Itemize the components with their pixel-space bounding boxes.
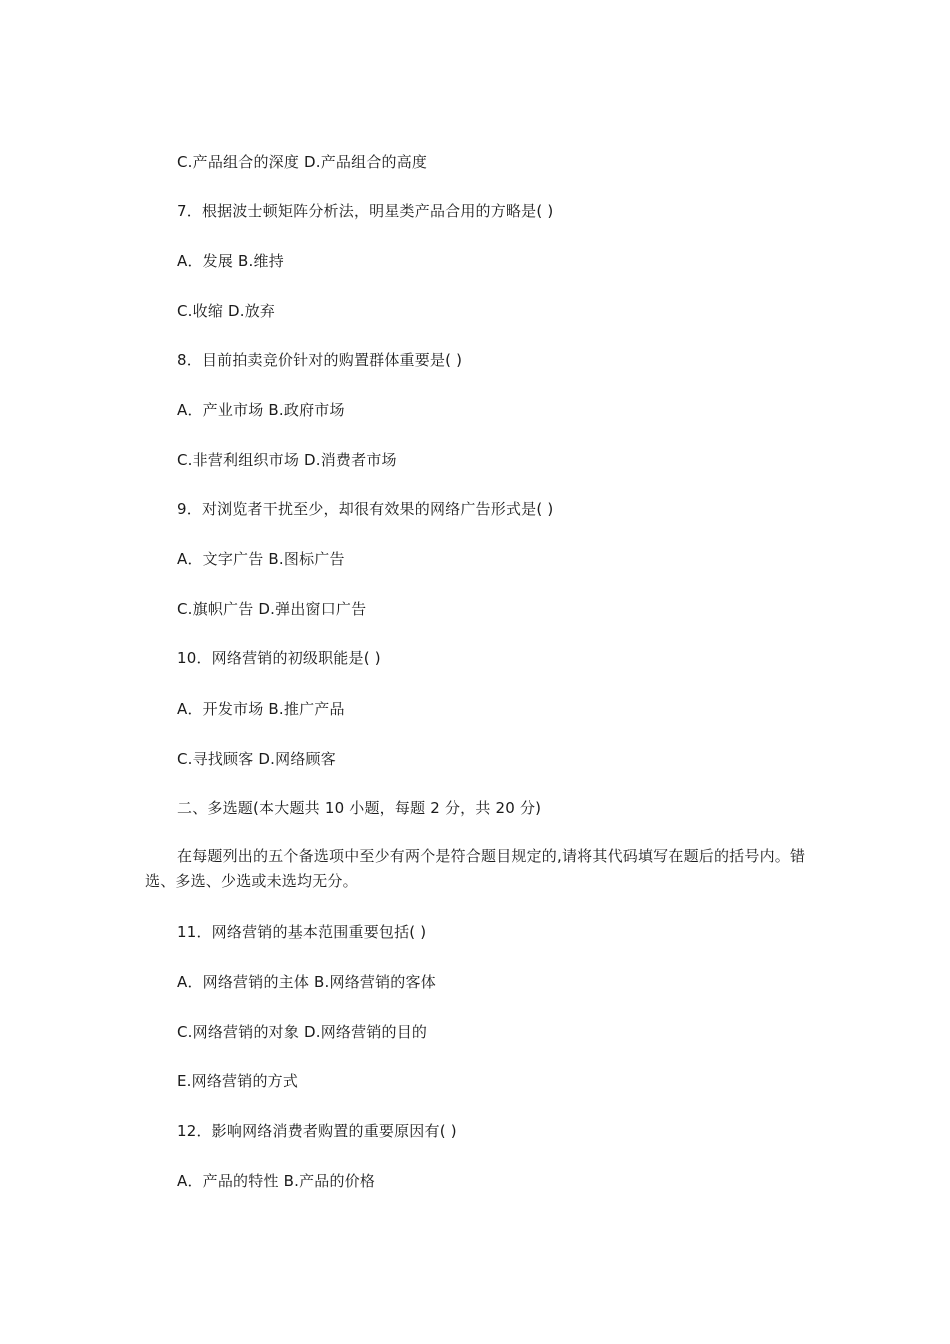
section-heading: 二、多选题(本大题共 10 小题，每题 2 分，共 20 分) (177, 799, 542, 817)
question-8: 8．目前拍卖竞价针对的购置群体重要是( ) (177, 351, 463, 369)
q6-options-cd: C.产品组合的深度 D.产品组合的高度 (177, 153, 428, 171)
question-7: 7．根据波士顿矩阵分析法，明星类产品合用的方略是( ) (177, 202, 554, 220)
q12-options-ab: A．产品的特性 B.产品的价格 (177, 1172, 376, 1190)
q8-options-ab: A．产业市场 B.政府市场 (177, 401, 345, 419)
q11-options-cd: C.网络营销的对象 D.网络营销的目的 (177, 1023, 428, 1041)
q10-options-cd: C.寻找顾客 D.网络顾客 (177, 750, 336, 768)
q11-option-e: E.网络营销的方式 (177, 1072, 299, 1090)
q8-options-cd: C.非营利组织市场 D.消费者市场 (177, 451, 397, 469)
q9-options-cd: C.旗帜广告 D.弹出窗口广告 (177, 600, 367, 618)
q11-options-ab: A．网络营销的主体 B.网络营销的客体 (177, 973, 436, 991)
question-9: 9．对浏览者干扰至少，却很有效果的网络广告形式是( ) (177, 500, 554, 518)
q10-options-ab: A．开发市场 B.推广产品 (177, 700, 345, 718)
q9-options-ab: A．文字广告 B.图标广告 (177, 550, 345, 568)
q7-options-ab: A．发展 B.维持 (177, 252, 284, 270)
question-12: 12．影响网络消费者购置的重要原因有( ) (177, 1122, 457, 1140)
question-11: 11．网络营销的基本范围重要包括( ) (177, 923, 427, 941)
section-instructions: 在每题列出的五个备选项中至少有两个是符合题目规定的,请将其代码填写在题后的括号内。错选、多选、少选或未选均无分。 (145, 847, 806, 890)
q7-options-cd: C.收缩 D.放弃 (177, 302, 276, 320)
question-10: 10．网络营销的初级职能是( ) (177, 649, 381, 667)
